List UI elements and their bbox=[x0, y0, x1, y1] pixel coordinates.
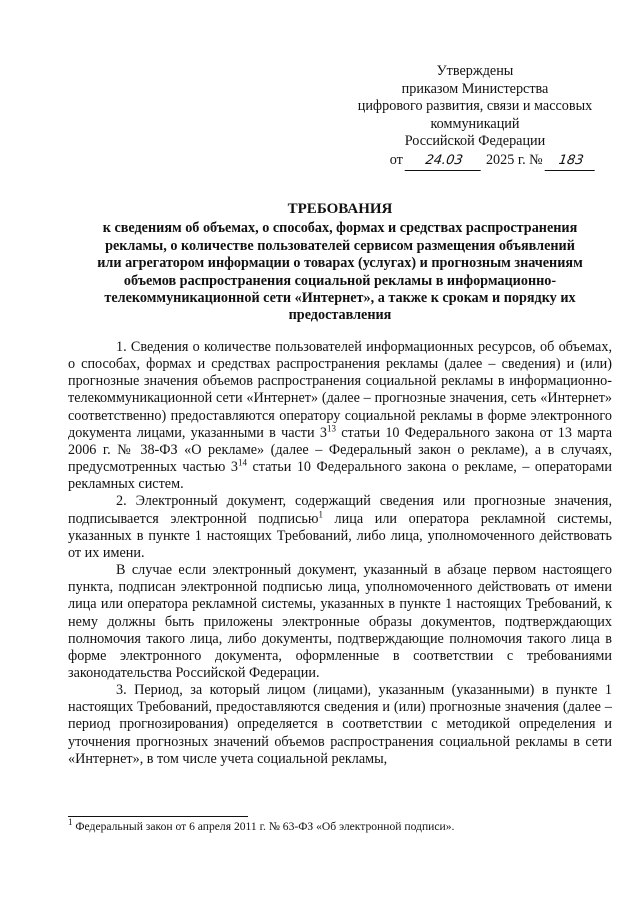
title-line: или агрегатором информации о товарах (услугах) и прогнозным значениям bbox=[97, 255, 583, 272]
approval-line: приказом Министерства bbox=[401, 80, 549, 97]
paragraph-text: 2. Электронный документ, содержащий сведения или прогнозные значения, подписывается электронной подписью bbox=[68, 493, 612, 527]
document-body bbox=[68, 339, 612, 768]
title-line: объемов распространения социальной рекламы в информационно- bbox=[123, 272, 557, 289]
handwritten-order-number: 183 bbox=[545, 152, 598, 171]
superscript: 14 bbox=[237, 457, 247, 468]
title-line: предоставления bbox=[288, 307, 392, 324]
footnote-divider bbox=[68, 816, 248, 817]
paragraph-text: 1. Сведения о количестве пользователей информационных ресурсов, об объемах, о способах, формах и средствах распространения рекламы (далее – сведения) и (или) прогнозные значения объемов распространения социальной рекламы в информационно-телекоммуникационной сети «Интернет» (далее – прогнозные значения, сеть «Интернет» соответственно) предоставляются оператору социальной рекламы в форме электронного документа лицами, указанными в части 3 bbox=[68, 339, 612, 441]
paragraph-4: 3. Период, за который лицом (лицами), указанным (указанными) в пункте 1 настоящих Требований, предоставляются сведения и (или) прогнозные значения (далее – период прогнозирования) определяется в соответствии с методикой определения и уточнения прогнозных значений объемов распространения социальной рекламы в сети «Интернет», в том числе учета социальной рекламы, bbox=[68, 682, 612, 767]
title-heading: ТРЕБОВАНИЯ bbox=[287, 201, 393, 217]
approval-block bbox=[330, 63, 620, 171]
paragraph-3: В случае если электронный документ, указанный в абзаце первом настоящего пункта, подписан электронной подписью лица, уполномоченного действовать от имени лица или оператора рекламной системы, указанных в пункте 1 настоящих Требований, к нему должны быть приложены электронные образы документов, подтверждающих полномочия такого лица, либо документы, подтверждающие полномочия такого лица в форме электронного документа, оформленные в соответствии с требованиями законодательства Российской Федерации. bbox=[68, 562, 612, 681]
approval-date-line bbox=[348, 152, 638, 171]
paragraph-text: лица или оператора рекламной системы, указанных в пункте 1 настоящих Требований, либо лица, уполномоченного действовать от их имени. bbox=[68, 510, 612, 561]
footnote-text: Федеральный закон от 6 апреля 2011 г. № 63-ФЗ «Об электронной подписи». bbox=[72, 820, 455, 833]
document-title bbox=[70, 201, 610, 325]
footnote-reference[interactable]: 1 bbox=[318, 508, 323, 519]
title-line: телекоммуникационной сети «Интернет», а также к срокам и порядку их bbox=[104, 290, 576, 307]
approval-line: цифрового развития, связи и массовых bbox=[357, 98, 593, 115]
footnote-marker: 1 bbox=[68, 817, 73, 828]
paragraph-2 bbox=[68, 493, 612, 562]
title-line: рекламы, о количестве пользователей сервисом размещения объявлений bbox=[105, 237, 575, 254]
handwritten-date: 24.03 bbox=[405, 152, 484, 171]
year-number-label: 2025 г. № bbox=[485, 151, 543, 168]
paragraph-text: статьи 10 Федерального закона от 13 марта 2006 г. № 38-ФЗ «О рекламе» (далее – Федеральный закон о рекламе), а в случаях, предусмотренных частью 3 bbox=[68, 424, 612, 476]
superscript: 13 bbox=[326, 423, 336, 434]
approval-line: Утверждены bbox=[436, 63, 514, 79]
approval-line: коммуникаций bbox=[430, 115, 520, 132]
paragraph-text: статьи 10 Федерального закона о рекламе, – операторами рекламных систем. bbox=[68, 459, 612, 493]
approval-line: Российской Федерации bbox=[404, 133, 546, 150]
footnote bbox=[68, 817, 612, 834]
title-line: к сведениям об объемах, о способах, формах и средствах распространения bbox=[102, 220, 578, 237]
date-prefix: от bbox=[389, 151, 403, 168]
paragraph-1 bbox=[68, 339, 612, 493]
